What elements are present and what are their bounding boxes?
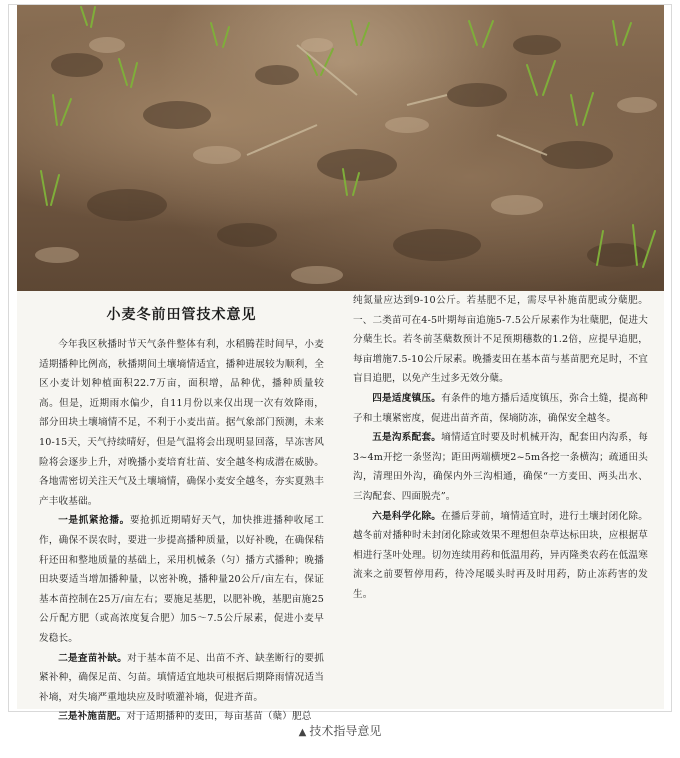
intro-paragraph: 今年我区秋播时节天气条件整体有利，水稻腾茬时间早，小麦适期播种比例高，秋播期间土壤墒情适宜，播种进展较为顺利，全区小麦计划种植面积22.7万亩，面积增，品种优，播种质量较高。但是，近期雨水偏少，自11月份以来仅出现一次有效降雨，部分田块土壤墒情不足，不利于小麦出苗。据气象部门预测，未来10-15天，天气持续晴好，但是气温将会出现明显回落，旱冻害风险将会逐步上升，对晚播小麦培育壮苗、安全越冬构成潜在威胁。各地需密切关注天气及土壤墒情，确保小麦安全越冬，夯实夏熟丰产丰收基础。 bbox=[39, 339, 324, 507]
paragraph-fertilizer-cont: 纯氮量应达到9-10公斤。若基肥不足，需尽早补施苗肥或分蘖肥。一、二类苗可在4-5叶期每亩追施5-7.5公斤尿素作为壮蘖肥，促进大分蘖生长。若冬前茎蘖数预计不足预期穗数的1.2倍，应提早追肥，每亩增施7.5-10公斤尿素。晚播麦田在基本苗与基苗肥充足时，不宜盲目追肥，以免产生过多无效分蘖。 bbox=[353, 295, 648, 385]
paragraph-seedling-check: 二是查苗补缺。对于基本苗不足、出苗不齐、缺垄断行的要抓紧补种，确保足苗、匀苗。填情适宜地块可根据后期降雨情况适当补墒，对失墒严重地块应及时喷灌补墒，促进齐苗。 bbox=[39, 652, 325, 703]
paragraph-lead: 二是查苗补缺。 bbox=[58, 652, 128, 664]
caption-text: 技术指导意见 bbox=[309, 724, 382, 738]
soil-sprouts-illustration bbox=[17, 5, 664, 291]
paragraph-lead: 五是沟系配套。 bbox=[372, 432, 442, 444]
article-body bbox=[17, 291, 664, 723]
paragraph-lead: 一是抓紧抢播。 bbox=[58, 515, 130, 527]
right-column bbox=[353, 291, 648, 605]
paragraph-fertilizer: 三是补施苗肥。对于适期播种的麦田，每亩基苗（蘖）肥总 bbox=[58, 711, 312, 723]
paragraph-lead: 六是科学化除。 bbox=[372, 510, 442, 522]
triangle-up-icon: ▲ bbox=[298, 727, 307, 738]
paragraph-weeding: 六是科学化除。在播后芽前，墒情适宜时，进行土壤封闭化除。越冬前对播种时未封闭化除或效果不理想但杂草达标田块，应根据草相进行茎叶处理。切勿连续用药和低温用药，异丙隆类农药在低温寒流来之前要暂停用药，待冷尾暖头时再及时用药，防止冻药害的发生。 bbox=[353, 510, 648, 600]
article-title: 小麦冬前田管技术意见 bbox=[106, 307, 257, 323]
paragraph-sowing: 一是抓紧抢播。要抢抓近期晴好天气，加快推进播种收尾工作，确保不误农时，要进一步提高播种质量，以好补晚，在确保秸秆还田和整地质量的基础上，采用机械条（匀）播方式播种；晚播田块要适当增加播种量，以密补晚，播种量20公斤/亩左右，保证基本苗控制在25万/亩左右；要施足基肥，以肥补晚，基肥亩施25公斤配方肥（或高浓度复合肥）加5～7.5公斤尿素，促进小麦早发稳长。 bbox=[39, 515, 324, 644]
paragraph-rolling: 四是适度镇压。有条件的地方播后适度镇压，弥合土缝，提高种子和土壤紧密度，促进出苗齐苗，保墒防冻，确保安全越冬。 bbox=[353, 392, 648, 424]
left-column bbox=[39, 291, 324, 727]
paragraph-lead: 三是补施苗肥。 bbox=[58, 711, 127, 723]
paragraph-ditching: 五是沟系配套。墒情适宜时要及时机械开沟，配套田内沟系，每3~4m开挖一条竖沟；距田两端横埂2~5m各挖一条横沟；疏通田头沟，清理田外沟，确保内外三沟相通，确保“一方麦田、两头出水、三沟配套、四面脱壳”。 bbox=[353, 432, 648, 502]
paragraph-lead: 四是适度镇压。 bbox=[372, 392, 442, 404]
wheat-field-photo bbox=[17, 5, 664, 291]
image-caption bbox=[0, 722, 680, 739]
